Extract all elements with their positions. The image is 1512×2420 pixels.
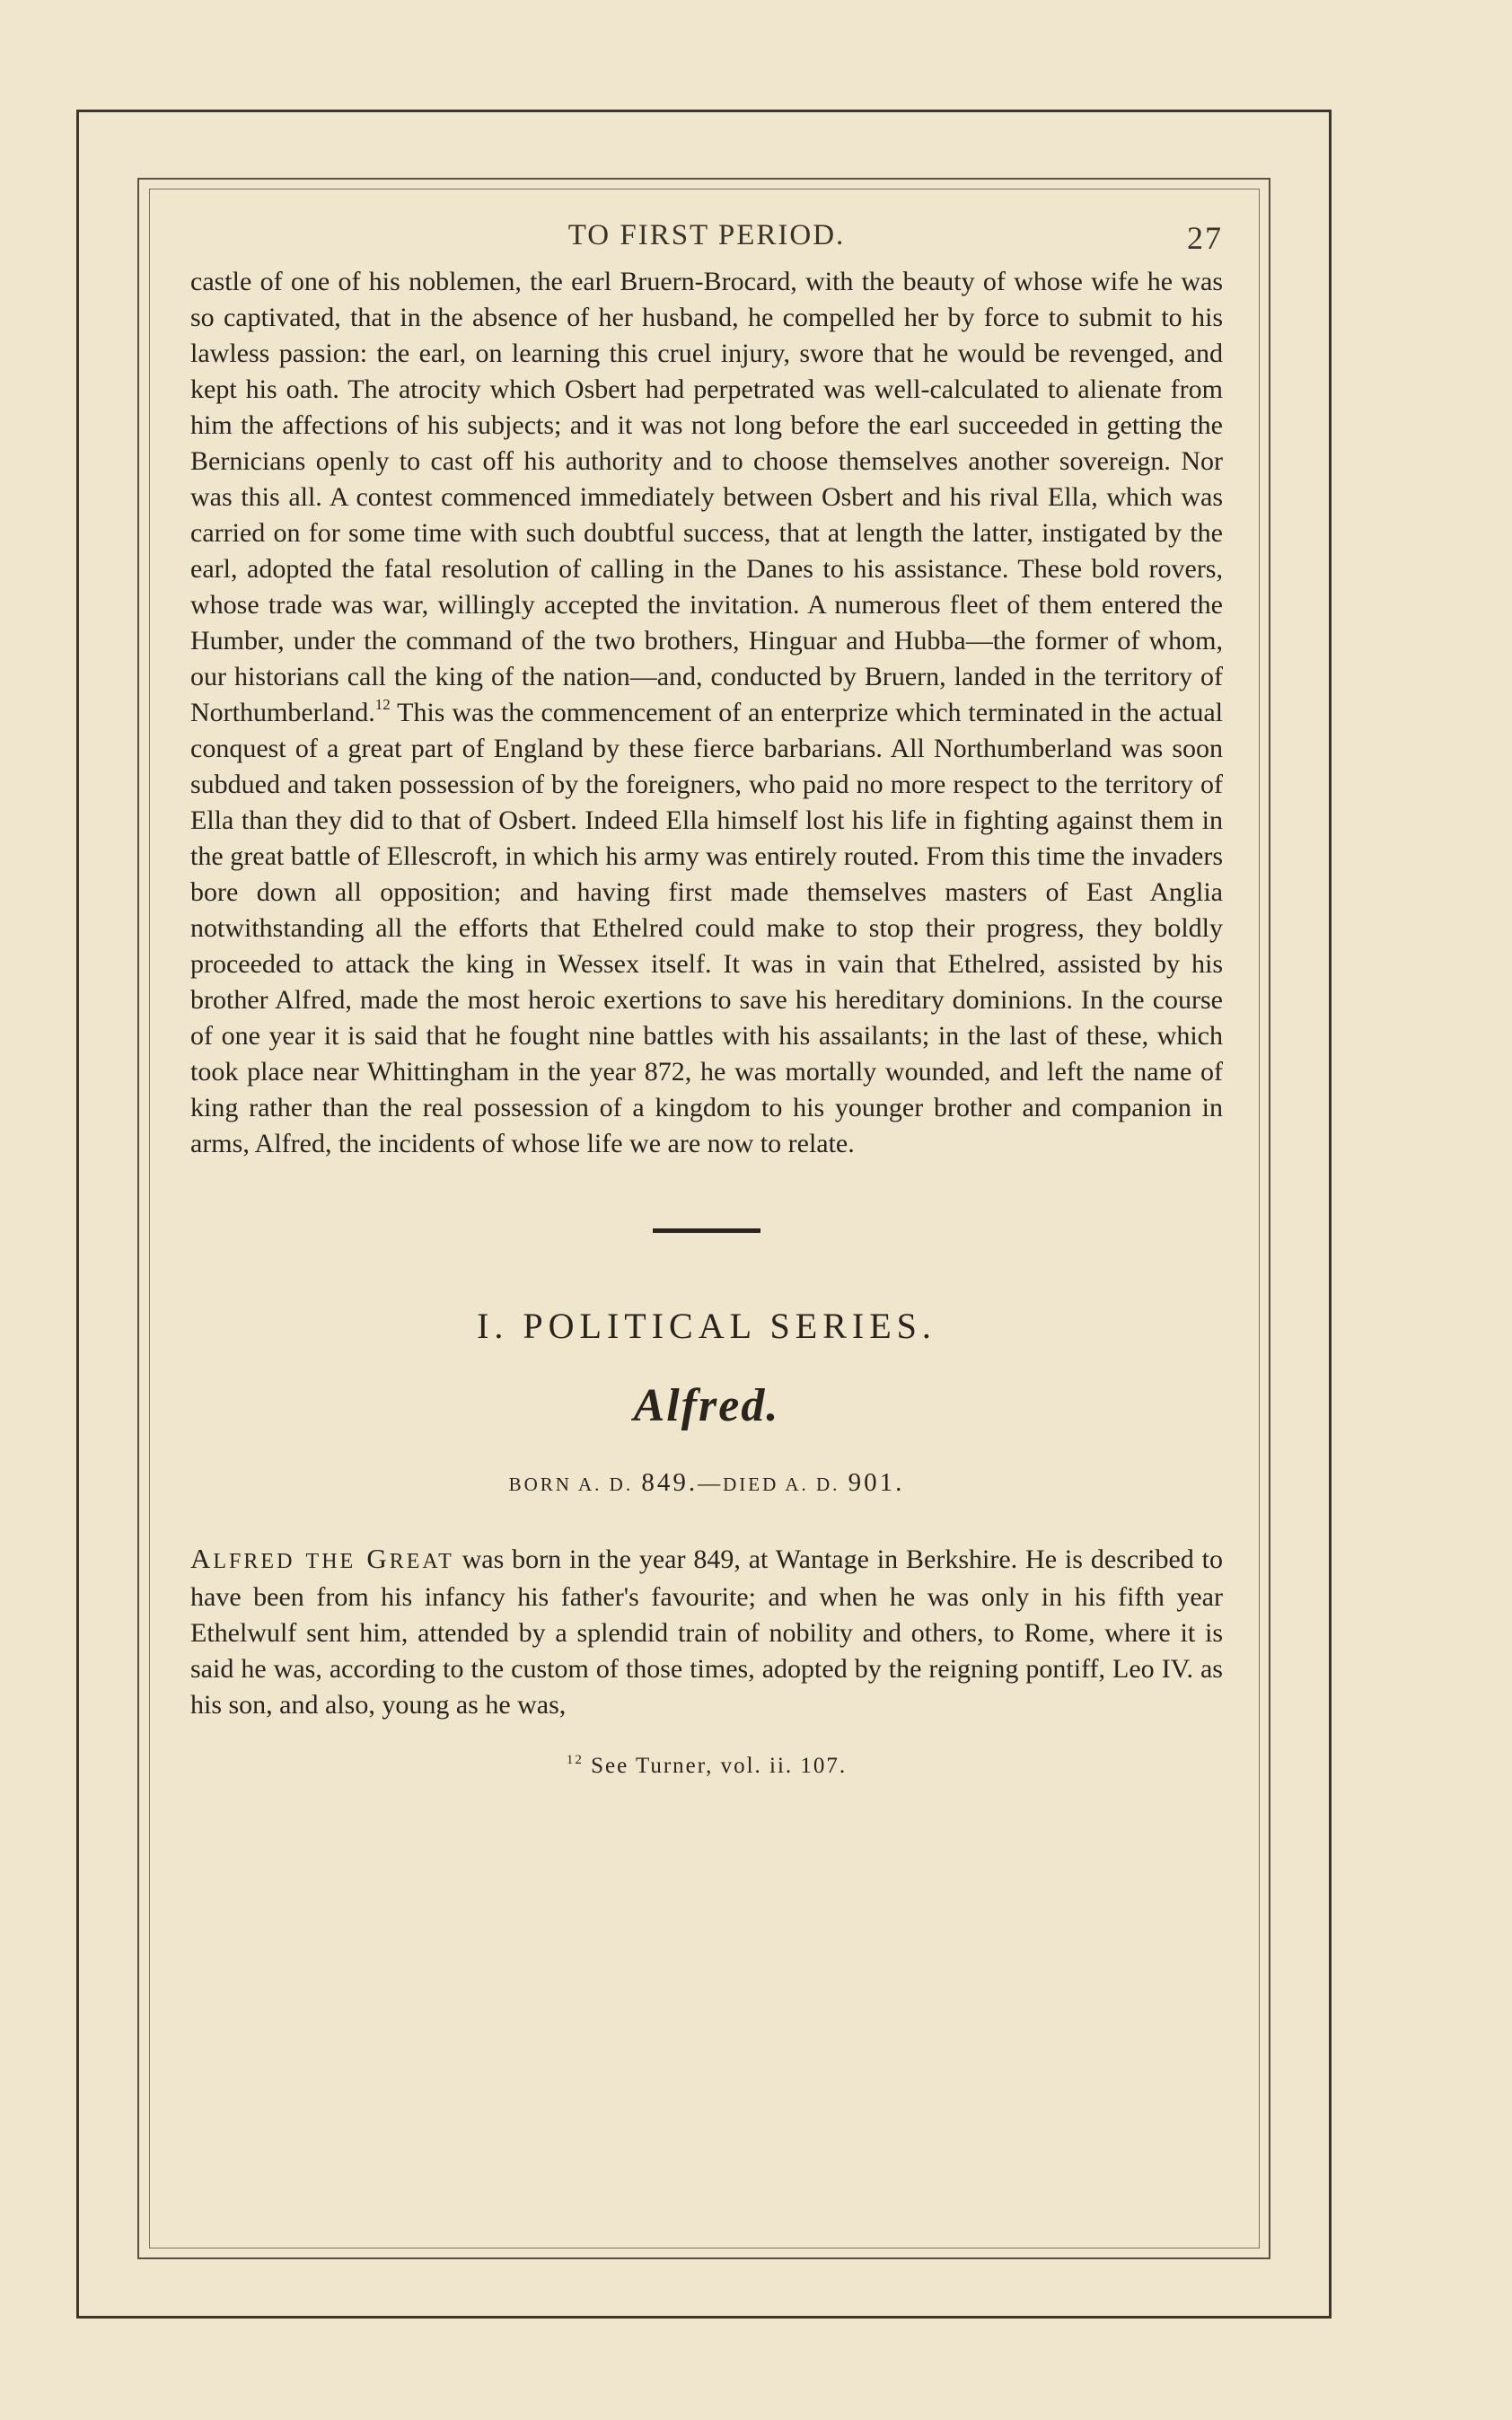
footnote-reference: 12 [374,696,391,713]
section-divider [653,1228,760,1233]
born-year: 849. [641,1468,699,1497]
name-the: THE [305,1550,356,1573]
footnote-text: See Turner, vol. ii. 107. [591,1754,848,1778]
name-rest-lfred: LFRED [213,1550,295,1573]
alfred-name [190,1543,454,1574]
footnote-number: 12 [566,1753,584,1767]
alfred-paragraph-text [190,1541,1223,1723]
running-head [190,214,1223,255]
footnote [190,1754,1223,1779]
dates-separator: — [698,1472,724,1496]
main-text [190,264,1223,1162]
series-heading: I. POLITICAL SERIES. [477,1306,936,1346]
died-label: DIED A. D. [723,1474,840,1495]
alfred-text: was born in the year 849, at Wantage in Berkshire. He is described to have been from his infancy his father's favourite; and when he was only in his fifth year Ethelwulf sent him, attended by a splendid train of nobility and others, to Rome, where it is said he was, according to the custom of those times, adopted by the reigning pontiff, Leo IV. as his son, and also, young as he was, [190,1544,1223,1720]
section-title: Alfred. [633,1380,780,1431]
name-rest-reat: REAT [389,1550,454,1573]
died-year: 901. [848,1468,905,1497]
born-label: BORN A. D. [508,1474,634,1495]
paragraph-1 [190,264,1223,1162]
paragraph-1-part-1: castle of one of his noblemen, the earl Bruern-Brocard, with the beauty of whose wife he was so captivated, that in the absence of her husband, he compelled her by force to submit to his lawless passion: the earl, on learning this cruel injury, swore that he would be revenged, and kept his oath. The atrocity which Osbert had perpetrated was well-calculated to alienate from him the affections of his subjects; and it was not long before the earl succeeded in getting the Bernicians openly to cast off his authority and to choose themselves another sovereign. Nor was this all. A contest commenced immediately between Osbert and his rival Ella, which was carried on for some time with such doubtful success, that at length the latter, instigated by the earl, adopted the fatal resolution of calling in the Danes to his assistance. These bold rovers, whose trade was war, willingly accepted the invitation. A numerous fleet of them entered the Humber, under the command of the two brothers, Hinguar and Hubba—the former of whom, our historians call the king of the nation—and, conducted by Bruern, landed in the territory of Northumberland. [190,267,1223,727]
page-number: 27 [1187,220,1223,256]
name-initial-g: G [366,1543,390,1574]
name-initial-a: A [190,1543,214,1574]
page-content [190,214,1223,1779]
alfred-paragraph [190,1541,1223,1723]
paragraph-1-part-2: This was the commencement of an enterprize which terminated in the actual conquest of a great part of England by these fierce barbarians. All Northumberland was soon subdued and taken possession of by the foreigners, who paid no more respect to the territory of Ella than they did to that of Osbert. Indeed Ella himself lost his life in fighting against them in the great battle of Ellescroft, in which his army was entirely routed. From this time the invaders bore down all opposition; and having first made themselves masters of East Anglia notwithstanding all the efforts that Ethelred could make to stop their progress, they boldly proceeded to attack the king in Wessex itself. It was in vain that Ethelred, assisted by his brother Alfred, made the most heroic exertions to save his hereditary dominions. In the course of one year it is said that he fought nine battles with his assailants; in the last of these, which took place near Whittingham in the year 872, he was mortally wounded, and left the name of king rather than the real possession of a kingdom to his younger brother and companion in arms, Alfred, the incidents of whose life we are now to relate. [190,698,1223,1158]
running-head-title: TO FIRST PERIOD. [567,219,846,251]
life-dates [190,1468,1223,1498]
